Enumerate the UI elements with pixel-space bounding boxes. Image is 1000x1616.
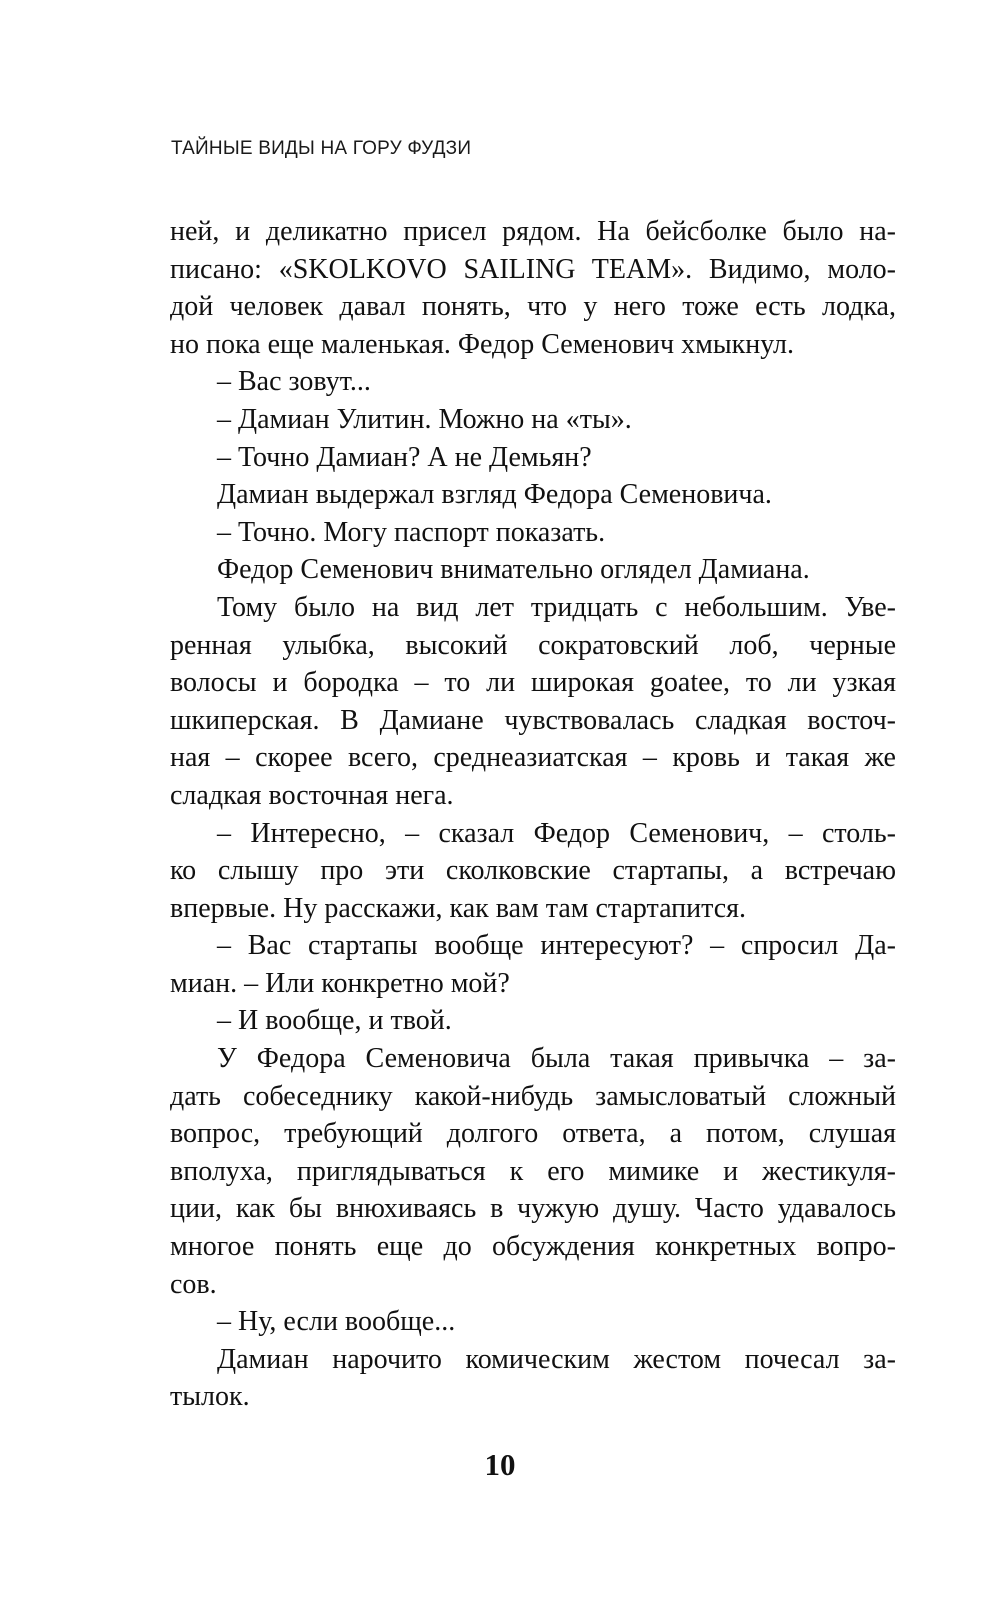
text-line: – Дамиан Улитин. Можно на «ты».	[217, 403, 632, 435]
text-line: волосы и бородка – то ли широкая goatee, то ли узкая	[170, 667, 896, 699]
text-line: писано: «SKOLKOVO SAILING TEAM». Видимо, моло-	[170, 253, 896, 285]
text-line: но пока еще маленькая. Федор Семенович хмыкнул.	[170, 328, 794, 360]
text-line: вопрос, требующий долгого ответа, а потом, слушая	[170, 1118, 896, 1150]
text-line: Дамиан нарочито комическим жестом почесал за-	[217, 1343, 896, 1375]
body-text	[170, 213, 896, 1416]
text-line: – Точно. Могу паспорт показать.	[217, 516, 606, 548]
text-line: ренная улыбка, высокий сократовский лоб, черные	[170, 629, 896, 661]
text-line: шкиперская. В Дамиане чувствовалась сладкая восточ-	[170, 704, 896, 736]
text-line: – И вообще, и твой.	[217, 1005, 452, 1037]
text-line: миан. – Или конкретно мой?	[170, 967, 510, 999]
text-line: ная – скорее всего, среднеазиатская – кровь и такая же	[170, 742, 896, 774]
text-line: вполуха, приглядываться к его мимике и жестикуля-	[170, 1155, 896, 1187]
text-line: – Ну, если вообще...	[217, 1306, 456, 1338]
text-line: – Вас стартапы вообще интересуют? – спросил Да-	[217, 930, 896, 962]
text-line: дой человек давал понять, что у него тоже есть лодка,	[170, 291, 896, 323]
text-line: сладкая восточная нега.	[170, 779, 454, 811]
text-line: – Интересно, – сказал Федор Семенович, – столь-	[217, 817, 896, 849]
text-line: Тому было на вид лет тридцать с небольшим. Уве-	[217, 591, 896, 623]
text-line: ции, как бы внюхиваясь в чужую душу. Часто удавалось	[170, 1193, 896, 1225]
running-head: ТАЙНЫЕ ВИДЫ НА ГОРУ ФУДЗИ	[171, 138, 472, 159]
text-line: ней, и деликатно присел рядом. На бейсболке было на-	[170, 216, 896, 247]
text-line: ко слышу про эти сколковские стартапы, а встречаю	[170, 855, 896, 887]
text-line: дать собеседнику какой-нибудь замысловатый сложный	[170, 1080, 896, 1112]
text-line: У Федора Семеновича была такая привычка – за-	[217, 1043, 896, 1075]
text-line: впервые. Ну расскажи, как вам там стартапится.	[170, 892, 747, 924]
text-line: – Вас зовут...	[217, 366, 371, 398]
text-line: многое понять еще до обсуждения конкретных вопро-	[170, 1231, 896, 1263]
text-line: – Точно Дамиан? А не Демьян?	[217, 441, 592, 473]
text-line: Дамиан выдержал взгляд Федора Семеновича.	[217, 479, 772, 511]
page-number: 10	[484, 1447, 516, 1482]
text-line: Федор Семенович внимательно оглядел Дамиана.	[217, 554, 810, 586]
text-line: сов.	[170, 1268, 217, 1300]
text-line: тылок.	[170, 1381, 250, 1413]
